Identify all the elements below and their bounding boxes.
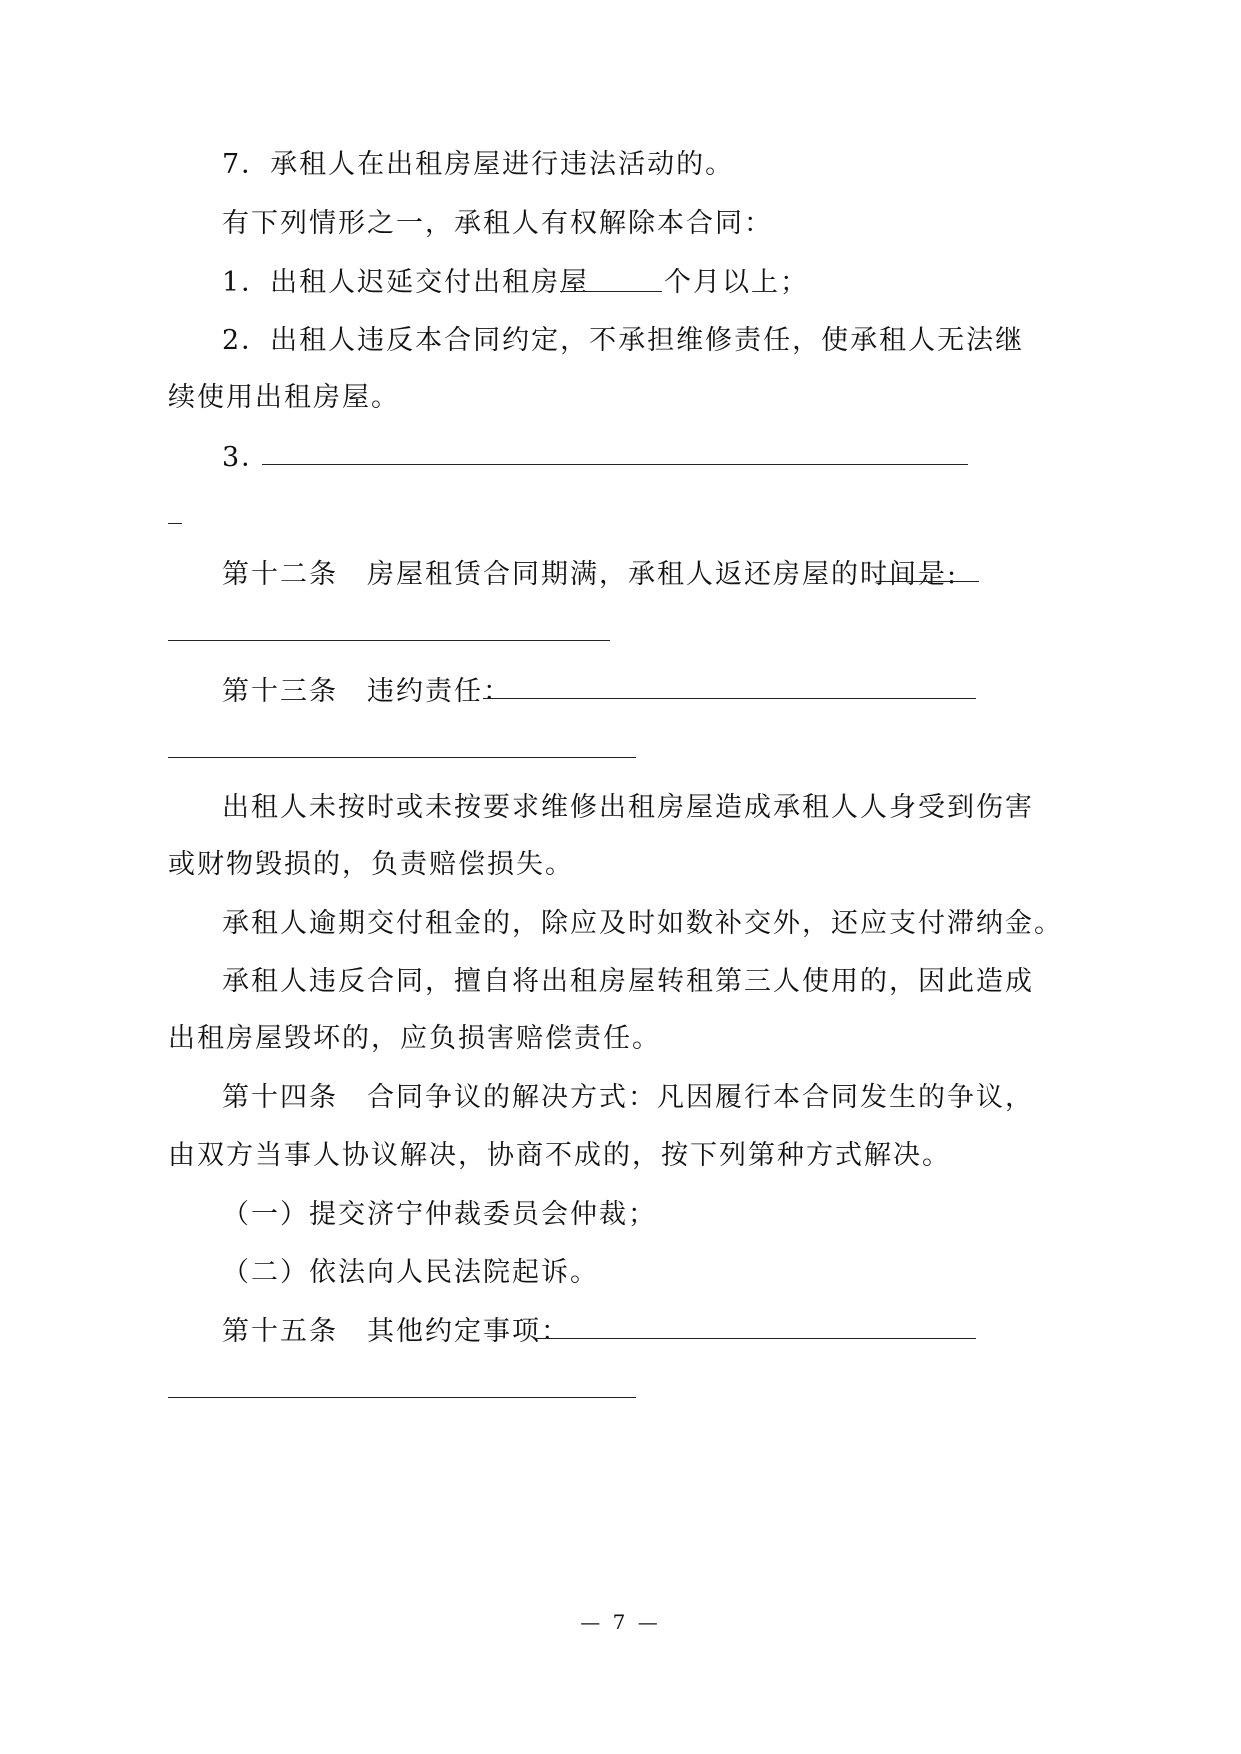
article-14: 第十四条 合同争议的解决方式：凡因履行本合同发生的争议， bbox=[222, 1082, 1034, 1113]
fill-in-blank[interactable] bbox=[168, 640, 610, 641]
fill-in-blank[interactable] bbox=[536, 1338, 976, 1339]
fill-in-blank[interactable] bbox=[876, 581, 979, 582]
fill-in-blank[interactable] bbox=[168, 1397, 636, 1398]
text-line: 承租人违反合同，擅自将出租房屋转租第三人使用的，因此造成 bbox=[222, 966, 1034, 997]
fill-in-blank[interactable] bbox=[262, 464, 968, 465]
article-13: 第十三条 违约责任： bbox=[222, 676, 512, 707]
fill-in-blank[interactable] bbox=[168, 523, 182, 524]
text-line: 或财物毁损的，负责赔偿损失。 bbox=[168, 849, 574, 880]
text-line: 2．出租人违反本合同约定，不承担维修责任，使承租人无法继 bbox=[222, 325, 1025, 356]
text-line: 3． bbox=[222, 442, 271, 473]
text-line: 出租人未按时或未按要求维修出租房屋造成承租人人身受到伤害 bbox=[222, 792, 1034, 823]
text-line: （二）依法向人民法院起诉。 bbox=[222, 1257, 599, 1288]
text-line: 由双方当事人协议解决，协商不成的，按下列第种方式解决。 bbox=[168, 1140, 951, 1171]
text-line: 7．承租人在出租房屋进行违法活动的。 bbox=[222, 149, 735, 180]
text-line: （一）提交济宁仲裁委员会仲裁； bbox=[222, 1199, 657, 1230]
fill-in-blank[interactable] bbox=[168, 757, 636, 758]
text-line: 1．出租人迟延交付出租房屋 bbox=[222, 267, 590, 298]
article-15: 第十五条 其他约定事项： bbox=[222, 1316, 570, 1347]
text-line: 承租人逾期交付租金的，除应及时如数补交外，还应支付滞纳金。 bbox=[222, 908, 1063, 939]
text-line: 个月以上； bbox=[664, 267, 809, 298]
text-line: 有下列情形之一，承租人有权解除本合同： bbox=[222, 208, 773, 239]
text-line: 出租房屋毁坏的，应负损害赔偿责任。 bbox=[168, 1023, 661, 1054]
fill-in-blank[interactable] bbox=[560, 291, 662, 292]
article-12: 第十二条 房屋租赁合同期满，承租人返还房屋的时间是: bbox=[222, 559, 959, 590]
text-line: 续使用出租房屋。 bbox=[168, 382, 400, 413]
fill-in-blank[interactable] bbox=[483, 698, 976, 699]
page-number: — 7 — bbox=[580, 1610, 661, 1634]
